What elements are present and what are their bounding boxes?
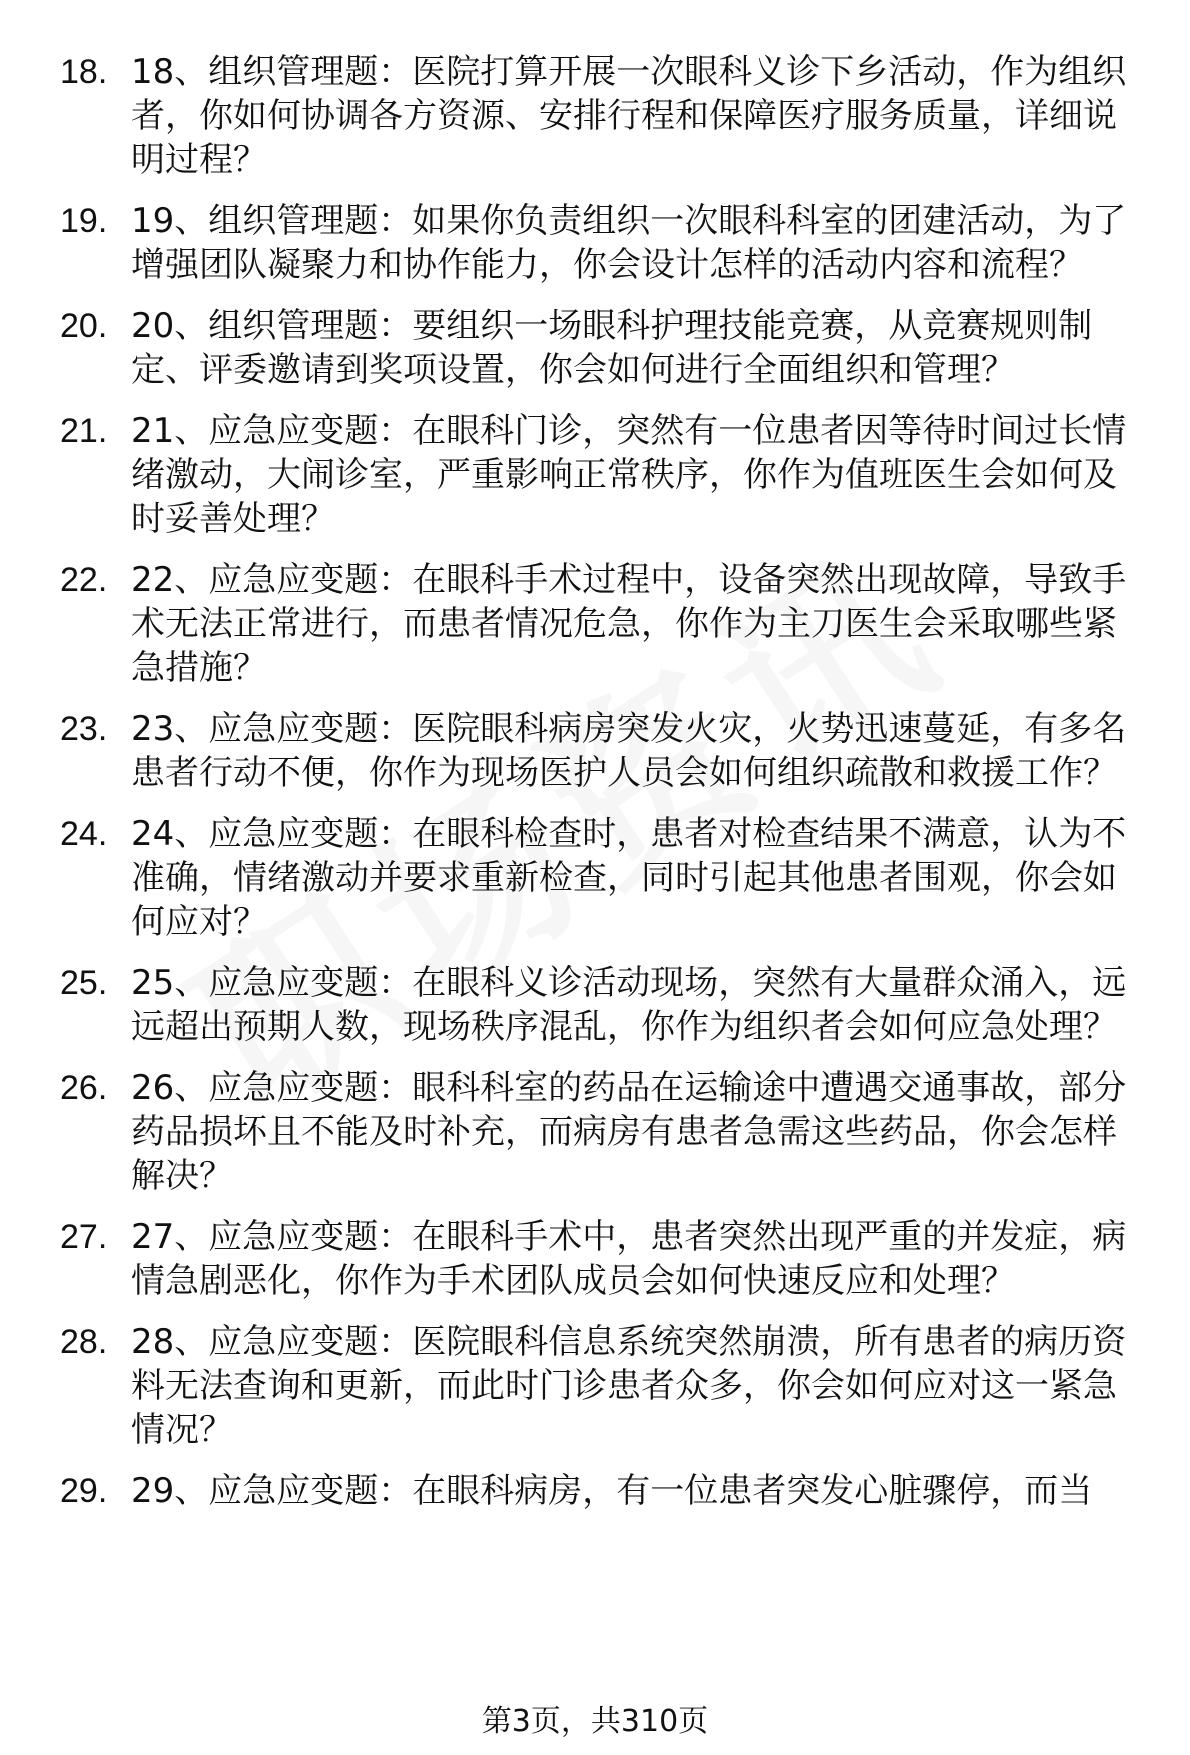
list-item: [0, 812, 1190, 944]
item-text: 25、应急应变题：在眼科义诊活动现场，突然有大量群众涌入，远远超出预期人数，现场秩序混乱，你作为组织者会如何应急处理？: [131, 963, 1127, 1047]
item-text: 27、应急应变题：在眼科手术中，患者突然出现严重的并发症，病情急剧恶化，你作为手术团队成员会如何快速反应和处理？: [131, 1217, 1127, 1301]
list-item: [0, 707, 1190, 795]
item-text: 24、应急应变题：在眼科检查时，患者对检查结果不满意，认为不准确，情绪激动并要求重新检查，同时引起其他患者围观，你会如何应对？: [131, 814, 1127, 942]
list-item: [0, 304, 1190, 392]
item-text: 26、应急应变题：眼科科室的药品在运输途中遭遇交通事故，部分药品损坏且不能及时补充，而病房有患者急需这些药品，你会怎样解决？: [131, 1068, 1127, 1196]
item-number: 25.: [60, 964, 108, 1002]
question-list: [0, 50, 1190, 1530]
list-item: [0, 558, 1190, 690]
list-item: [0, 961, 1190, 1049]
item-number: 19.: [60, 202, 108, 240]
list-item: [0, 199, 1190, 287]
item-number: 24.: [60, 815, 108, 853]
item-text: 19、组织管理题：如果你负责组织一次眼科科室的团建活动，为了增强团队凝聚力和协作能力，你会设计怎样的活动内容和流程？: [131, 201, 1127, 285]
item-number: 22.: [60, 561, 108, 599]
item-number: 29.: [60, 1472, 108, 1510]
item-text: 23、应急应变题：医院眼科病房突发火灾，火势迅速蔓延，有多名患者行动不便，你作为现场医护人员会如何组织疏散和救援工作？: [131, 709, 1127, 793]
item-text: 22、应急应变题：在眼科手术过程中，设备突然出现故障，导致手术无法正常进行，而患者情况危急，你作为主刀医生会采取哪些紧急措施？: [131, 560, 1127, 688]
list-item: [0, 1215, 1190, 1303]
list-item: [0, 1066, 1190, 1198]
list-item: [0, 1320, 1190, 1452]
item-number: 20.: [60, 307, 108, 345]
item-text: 18、组织管理题：医院打算开展一次眼科义诊下乡活动，作为组织者，你如何协调各方资源、安排行程和保障医疗服务质量，详细说明过程？: [131, 52, 1127, 180]
list-item: [0, 1469, 1190, 1513]
item-number: 18.: [60, 53, 108, 91]
item-number: 21.: [60, 412, 108, 450]
item-number: 23.: [60, 710, 108, 748]
item-text: 29、应急应变题：在眼科病房，有一位患者突发心脏骤停，而当: [131, 1471, 1093, 1511]
page-footer: 第3页，共310页: [481, 1704, 709, 1739]
item-text: 21、应急应变题：在眼科门诊，突然有一位患者因等待时间过长情绪激动，大闹诊室，严重影响正常秩序，你作为值班医生会如何及时妥善处理？: [131, 411, 1127, 539]
item-text: 20、组织管理题：要组织一场眼科护理技能竞赛，从竞赛规则制定、评委邀请到奖项设置，你会如何进行全面组织和管理？: [131, 306, 1093, 390]
list-item: [0, 50, 1190, 182]
item-number: 26.: [60, 1069, 108, 1107]
list-item: [0, 409, 1190, 541]
item-text: 28、应急应变题：医院眼科信息系统突然崩溃，所有患者的病历资料无法查询和更新，而此时门诊患者众多，你会如何应对这一紧急情况？: [131, 1322, 1127, 1450]
item-number: 28.: [60, 1323, 108, 1361]
item-number: 27.: [60, 1218, 108, 1256]
